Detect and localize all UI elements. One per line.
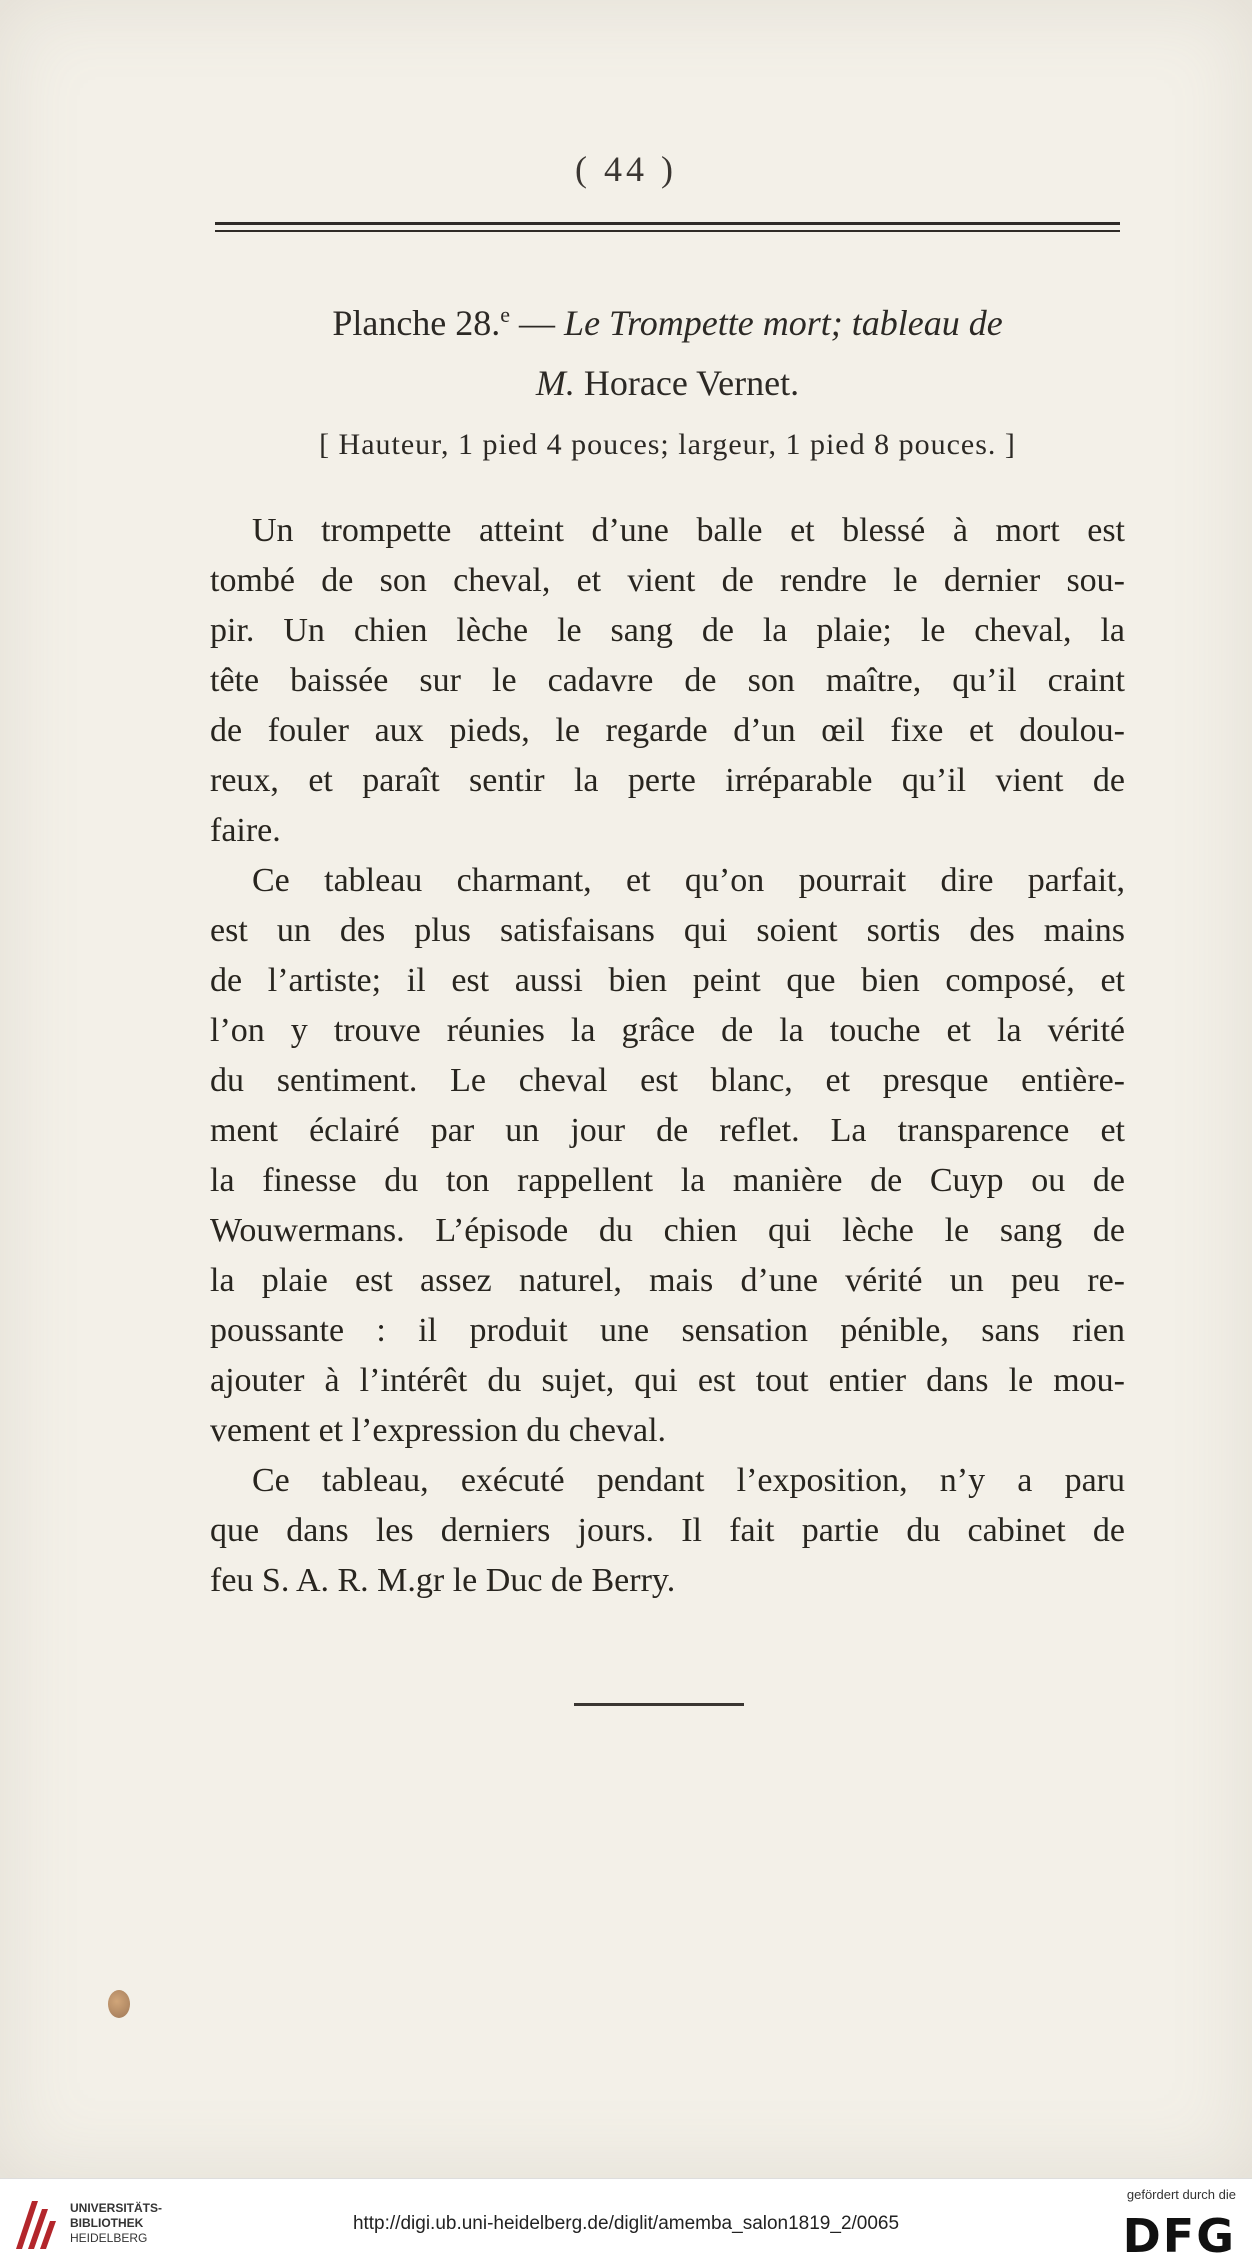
text-line: vement et l’expression du cheval. <box>210 1412 667 1449</box>
text-line: pir. Un chien lèche le sang de la plaie; le cheval, la <box>210 612 1125 649</box>
permalink-url[interactable]: http://digi.ub.uni-heidelberg.de/diglit/amemba_salon1819_2/0065 <box>352 2213 900 2234</box>
page-number: ( 44 ) <box>575 149 677 189</box>
text-line: poussante : il produit une sensation pénible, sans rien <box>210 1312 1125 1349</box>
painting-dimensions: [ Hauteur, 1 pied 4 pouces; largeur, 1 pied 8 pouces. ] <box>319 428 1016 461</box>
text-line: Wouwermans. L’épisode du chien qui lèche le sang de <box>210 1212 1125 1249</box>
paragraph <box>210 1456 1125 1606</box>
text-line: la finesse du ton rappellent la manière de Cuyp ou de <box>210 1162 1125 1199</box>
plate-label: Planche 28. <box>332 303 501 343</box>
paragraph <box>210 506 1125 856</box>
end-rule <box>574 1703 744 1706</box>
text-line: de fouler aux pieds, le regarde d’un œil fixe et doulou- <box>210 712 1125 749</box>
library-name-line3: HEIDELBERG <box>70 2231 148 2245</box>
library-name-line2: BIBLIOTHEK <box>70 2216 144 2230</box>
painter-name: Horace Vernet. <box>574 363 800 403</box>
text-line: tombé de son cheval, et vient de rendre le dernier sou- <box>210 562 1125 599</box>
paragraph <box>210 856 1125 1456</box>
plate-title <box>215 285 1120 413</box>
text-line: tête baissée sur le cadavre de son maître, qu’il craint <box>210 662 1125 699</box>
paper-stain <box>108 1990 130 2018</box>
text-line: de l’artiste; il est aussi bien peint que bien composé, et <box>210 962 1125 999</box>
text-line: Un trompette atteint d’une balle et blessé à mort est <box>252 512 1125 549</box>
text-line: faire. <box>210 812 281 849</box>
footer-bar <box>0 2178 1252 2267</box>
title-dash: — <box>510 303 565 343</box>
text-line: Ce tableau charmant, et qu’on pourrait dire parfait, <box>252 862 1125 899</box>
text-line: du sentiment. Le cheval est blanc, et presque entière- <box>210 1062 1125 1099</box>
text-line: ajouter à l’intérêt du sujet, qui est tout entier dans le mou- <box>210 1362 1125 1399</box>
text-line: Ce tableau, exécuté pendant l’exposition, n’y a paru <box>252 1462 1125 1499</box>
painting-title: Le Trompette mort; tableau de <box>564 303 1003 343</box>
text-line: l’on y trouve réunies la grâce de la touche et la vérité <box>210 1012 1125 1049</box>
dfg-logo[interactable]: DFG <box>1122 2209 1236 2263</box>
text-line: la plaie est assez naturel, mais d’une vérité un peu re- <box>210 1262 1125 1299</box>
text-line: que dans les derniers jours. Il fait partie du cabinet de <box>210 1512 1125 1549</box>
body-text <box>210 506 1125 1606</box>
text-line: feu S. A. R. M.gr le Duc de Berry. <box>210 1562 676 1599</box>
text-line: ment éclairé par un jour de reflet. La transparence et <box>210 1112 1125 1149</box>
library-name-line1: UNIVERSITÄTS- <box>70 2201 163 2215</box>
plate-ordinal: e <box>500 302 511 327</box>
monsieur-abbrev: M. <box>535 363 575 403</box>
text-line: reux, et paraît sentir la perte irréparable qu’il vient de <box>210 762 1125 799</box>
text-line: est un des plus satisfaisans qui soient sortis des mains <box>210 912 1125 949</box>
header-double-rule <box>215 222 1120 232</box>
funding-note: gefördert durch die <box>1126 2187 1236 2202</box>
